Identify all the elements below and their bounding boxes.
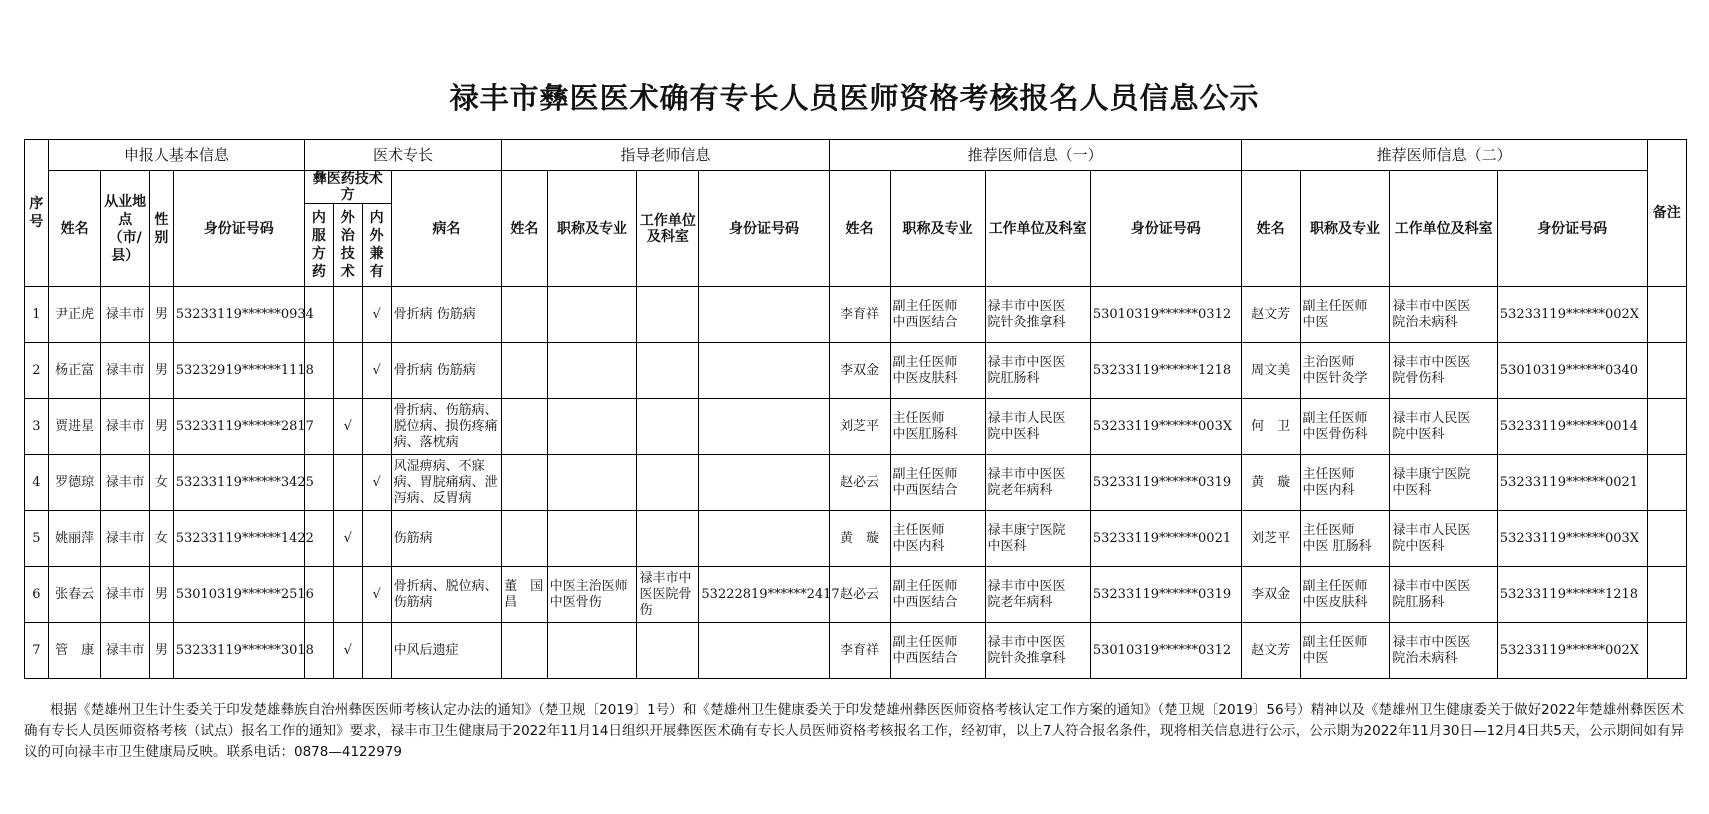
row-rec1-name: 黄 璇 <box>829 511 890 567</box>
row-id: 53233119******2817 <box>173 399 304 455</box>
row-both <box>362 623 391 679</box>
row-name: 杨正富 <box>48 343 101 399</box>
header-id: 身份证号码 <box>173 171 304 287</box>
header-rec2-work: 工作单位及科室 <box>1390 171 1497 287</box>
row-rec2-work: 禄丰市人民医 院中医科 <box>1390 511 1497 567</box>
row-location: 禄丰市 <box>101 399 150 455</box>
row-external: √ <box>333 511 362 567</box>
header-group-teacher: 指导老师信息 <box>502 140 829 171</box>
row-rec1-work: 禄丰康宁医院 中医科 <box>985 511 1090 567</box>
row-both <box>362 511 391 567</box>
header-rec2-id: 身份证号码 <box>1497 171 1647 287</box>
row-rec2-work: 禄丰市中医医 院肛肠科 <box>1390 567 1497 623</box>
row-location: 禄丰市 <box>101 511 150 567</box>
header-skill-sub: 彝医药技术方 <box>304 171 391 204</box>
header-group-recommender-1: 推荐医师信息（一） <box>829 140 1241 171</box>
header-disease: 病名 <box>391 171 502 287</box>
row-disease: 骨折病、脱位病、伤筋病 <box>391 567 502 623</box>
row-id: 53232919******1118 <box>173 343 304 399</box>
applicant-table <box>24 139 1687 679</box>
row-teacher-title <box>547 511 637 567</box>
row-rec2-id: 53233119******1218 <box>1497 567 1647 623</box>
row-rec1-id: 53233119******0319 <box>1090 455 1241 511</box>
header-internal: 内服方药 <box>304 204 333 287</box>
header-rec1-work: 工作单位及科室 <box>985 171 1090 287</box>
row-teacher-id <box>699 399 829 455</box>
row-name: 姚丽萍 <box>48 511 101 567</box>
row-teacher-work <box>637 343 699 399</box>
row-location: 禄丰市 <box>101 455 150 511</box>
row-teacher-id <box>699 455 829 511</box>
row-rec2-title: 副主任医师 中医骨伤科 <box>1300 399 1390 455</box>
row-name: 贾进星 <box>48 399 101 455</box>
header-external: 外治技术 <box>333 204 362 287</box>
header-teacher-work: 工作单位及科室 <box>637 171 699 287</box>
header-teacher-name: 姓名 <box>502 171 547 287</box>
row-both <box>362 399 391 455</box>
row-seq: 7 <box>25 623 49 679</box>
row-remark <box>1647 567 1686 623</box>
row-rec1-name: 赵必云 <box>829 455 890 511</box>
row-gender: 男 <box>149 623 173 679</box>
table-row <box>25 399 1687 455</box>
header-location: 从业地点（市/县） <box>101 171 150 287</box>
row-disease: 风湿痹病、不寐病、胃脘痛病、泄泻病、反胃病 <box>391 455 502 511</box>
row-rec1-title: 副主任医师 中西医结合 <box>890 455 985 511</box>
row-remark <box>1647 455 1686 511</box>
row-both: √ <box>362 287 391 343</box>
row-rec1-name: 刘芝平 <box>829 399 890 455</box>
row-rec2-name: 黄 璇 <box>1241 455 1300 511</box>
row-rec1-work: 禄丰市中医医 院针灸推拿科 <box>985 287 1090 343</box>
row-rec2-title: 副主任医师 中医 <box>1300 287 1390 343</box>
row-rec2-name: 李双金 <box>1241 567 1300 623</box>
row-name: 管 康 <box>48 623 101 679</box>
row-teacher-title <box>547 455 637 511</box>
row-disease: 伤筋病 <box>391 511 502 567</box>
row-seq: 1 <box>25 287 49 343</box>
row-location: 禄丰市 <box>101 567 150 623</box>
header-both: 内外兼有 <box>362 204 391 287</box>
row-external <box>333 343 362 399</box>
row-rec1-work: 禄丰市中医医 院肛肠科 <box>985 343 1090 399</box>
row-teacher-id: 53222819******2417 <box>699 567 829 623</box>
row-teacher-id <box>699 287 829 343</box>
row-teacher-work <box>637 511 699 567</box>
header-remark: 备注 <box>1647 140 1686 287</box>
row-rec1-work: 禄丰市中医医 院老年病科 <box>985 455 1090 511</box>
header-seq: 序号 <box>25 140 49 287</box>
row-rec2-work: 禄丰市中医医 院骨伤科 <box>1390 343 1497 399</box>
row-rec2-title: 主治医师 中医针灸学 <box>1300 343 1390 399</box>
row-id: 53233119******0934 <box>173 287 304 343</box>
header-teacher-id: 身份证号码 <box>699 171 829 287</box>
row-gender: 女 <box>149 455 173 511</box>
row-rec1-id: 53233119******0021 <box>1090 511 1241 567</box>
row-rec1-title: 副主任医师 中医皮肤科 <box>890 343 985 399</box>
row-teacher-name <box>502 511 547 567</box>
row-name: 罗德琼 <box>48 455 101 511</box>
header-rec1-title: 职称及专业 <box>890 171 985 287</box>
row-teacher-title <box>547 287 637 343</box>
row-gender: 男 <box>149 399 173 455</box>
row-rec1-name: 李育祥 <box>829 287 890 343</box>
header-rec1-id: 身份证号码 <box>1090 171 1241 287</box>
header-rec2-title: 职称及专业 <box>1300 171 1390 287</box>
row-external <box>333 287 362 343</box>
row-gender: 女 <box>149 511 173 567</box>
row-teacher-name <box>502 287 547 343</box>
row-teacher-name: 董 国 昌 <box>502 567 547 623</box>
row-id: 53233119******1422 <box>173 511 304 567</box>
row-rec1-title: 副主任医师 中西医结合 <box>890 567 985 623</box>
row-rec1-name: 李育祥 <box>829 623 890 679</box>
row-rec1-title: 副主任医师 中西医结合 <box>890 287 985 343</box>
row-teacher-id <box>699 623 829 679</box>
row-location: 禄丰市 <box>101 287 150 343</box>
row-seq: 4 <box>25 455 49 511</box>
row-rec2-title: 副主任医师 中医皮肤科 <box>1300 567 1390 623</box>
row-teacher-work <box>637 399 699 455</box>
row-external <box>333 455 362 511</box>
row-rec2-id: 53233119******003X <box>1497 511 1647 567</box>
row-rec2-name: 赵文芳 <box>1241 623 1300 679</box>
row-gender: 男 <box>149 567 173 623</box>
header-rec2-name: 姓名 <box>1241 171 1300 287</box>
row-location: 禄丰市 <box>101 623 150 679</box>
row-rec2-id: 53233119******002X <box>1497 287 1647 343</box>
row-remark <box>1647 343 1686 399</box>
row-id: 53233119******3425 <box>173 455 304 511</box>
row-rec2-name: 周文美 <box>1241 343 1300 399</box>
row-remark <box>1647 399 1686 455</box>
row-teacher-work <box>637 287 699 343</box>
row-disease: 中风后遗症 <box>391 623 502 679</box>
row-external: √ <box>333 623 362 679</box>
table-row <box>25 511 1687 567</box>
row-rec2-id: 53233119******002X <box>1497 623 1647 679</box>
header-group-recommender-2: 推荐医师信息（二） <box>1241 140 1647 171</box>
row-teacher-name <box>502 399 547 455</box>
table-row <box>25 623 1687 679</box>
row-id: 53010319******2516 <box>173 567 304 623</box>
row-teacher-name <box>502 623 547 679</box>
row-gender: 男 <box>149 343 173 399</box>
header-teacher-title: 职称及专业 <box>547 171 637 287</box>
row-disease: 骨折病、伤筋病、脱位病、损伤疼痛病、落枕病 <box>391 399 502 455</box>
row-rec1-work: 禄丰市人民医 院中医科 <box>985 399 1090 455</box>
row-rec1-name: 李双金 <box>829 343 890 399</box>
row-rec2-work: 禄丰康宁医院 中医科 <box>1390 455 1497 511</box>
row-teacher-work <box>637 623 699 679</box>
row-rec2-name: 刘芝平 <box>1241 511 1300 567</box>
row-both: √ <box>362 567 391 623</box>
table-row <box>25 455 1687 511</box>
row-rec1-work: 禄丰市中医医 院老年病科 <box>985 567 1090 623</box>
row-rec2-title: 主任医师 中医 肛肠科 <box>1300 511 1390 567</box>
row-seq: 2 <box>25 343 49 399</box>
table-row <box>25 287 1687 343</box>
table-row <box>25 567 1687 623</box>
row-external: √ <box>333 399 362 455</box>
row-teacher-work: 禄丰市中医医院骨伤 <box>637 567 699 623</box>
row-rec2-title: 主任医师 中医内科 <box>1300 455 1390 511</box>
row-rec2-title: 副主任医师 中医 <box>1300 623 1390 679</box>
header-name: 姓名 <box>48 171 101 287</box>
row-teacher-title <box>547 623 637 679</box>
row-gender: 男 <box>149 287 173 343</box>
row-seq: 6 <box>25 567 49 623</box>
row-teacher-id <box>699 511 829 567</box>
row-teacher-title: 中医主治医师 中医骨伤 <box>547 567 637 623</box>
row-rec2-name: 何 卫 <box>1241 399 1300 455</box>
row-rec2-id: 53010319******0340 <box>1497 343 1647 399</box>
row-remark <box>1647 623 1686 679</box>
row-teacher-work <box>637 455 699 511</box>
row-remark <box>1647 511 1686 567</box>
row-rec1-id: 53233119******003X <box>1090 399 1241 455</box>
row-rec2-work: 禄丰市中医医 院治未病科 <box>1390 287 1497 343</box>
header-group-applicant: 申报人基本信息 <box>48 140 304 171</box>
row-rec1-id: 53010319******0312 <box>1090 623 1241 679</box>
row-disease: 骨折病 伤筋病 <box>391 343 502 399</box>
page-title: 禄丰市彝医医术确有专长人员医师资格考核报名人员信息公示 <box>449 81 1260 115</box>
row-rec1-id: 53233119******0319 <box>1090 567 1241 623</box>
row-location: 禄丰市 <box>101 343 150 399</box>
row-remark <box>1647 287 1686 343</box>
row-rec1-work: 禄丰市中医医 院针灸推拿科 <box>985 623 1090 679</box>
notice-paragraph: 根据《楚雄州卫生计生委关于印发楚雄彝族自治州彝医医师考核认定办法的通知》（楚卫规〔2019〕1号）和《楚雄州卫生健康委关于印发楚雄州彝医医师资格考核认定工作方案的通知》（楚卫规〔2019〕56号）精神以及《楚雄州卫生健康委关于做好2022年楚雄州彝医医术确有专长人员医师资格考核（试点）报名工作的通知》要求，禄丰市卫生健康局于2022年11月14日组织开展彝医医术确有专长人员医师资格考核报名工作，经初审，以上7人符合报名条件，现将相关信息进行公示，公示期为2022年11月30日—12月4日共5天，公示期间如有异议的可向禄丰市卫生健康局反映。联系电话：0878—4122979 <box>24 702 1684 760</box>
row-rec1-name: 赵必云 <box>829 567 890 623</box>
row-seq: 5 <box>25 511 49 567</box>
row-both: √ <box>362 455 391 511</box>
header-gender: 性别 <box>149 171 173 287</box>
row-teacher-name <box>502 343 547 399</box>
row-rec2-name: 赵文芳 <box>1241 287 1300 343</box>
row-rec1-id: 53233119******1218 <box>1090 343 1241 399</box>
row-rec1-title: 副主任医师 中西医结合 <box>890 623 985 679</box>
row-rec1-title: 主任医师 中医内科 <box>890 511 985 567</box>
row-name: 张春云 <box>48 567 101 623</box>
header-rec1-name: 姓名 <box>829 171 890 287</box>
row-teacher-title <box>547 343 637 399</box>
table-row <box>25 343 1687 399</box>
row-id: 53233119******3018 <box>173 623 304 679</box>
row-disease: 骨折病 伤筋病 <box>391 287 502 343</box>
row-rec2-id: 53233119******0014 <box>1497 399 1647 455</box>
row-both: √ <box>362 343 391 399</box>
row-rec2-id: 53233119******0021 <box>1497 455 1647 511</box>
row-name: 尹正虎 <box>48 287 101 343</box>
row-rec1-title: 主任医师 中医肛肠科 <box>890 399 985 455</box>
header-group-skill: 医术专长 <box>304 140 501 171</box>
row-rec2-work: 禄丰市人民医 院中医科 <box>1390 399 1497 455</box>
row-rec2-work: 禄丰市中医医 院治未病科 <box>1390 623 1497 679</box>
row-external <box>333 567 362 623</box>
row-seq: 3 <box>25 399 49 455</box>
row-rec1-id: 53010319******0312 <box>1090 287 1241 343</box>
row-teacher-id <box>699 343 829 399</box>
row-teacher-title <box>547 399 637 455</box>
row-teacher-name <box>502 455 547 511</box>
